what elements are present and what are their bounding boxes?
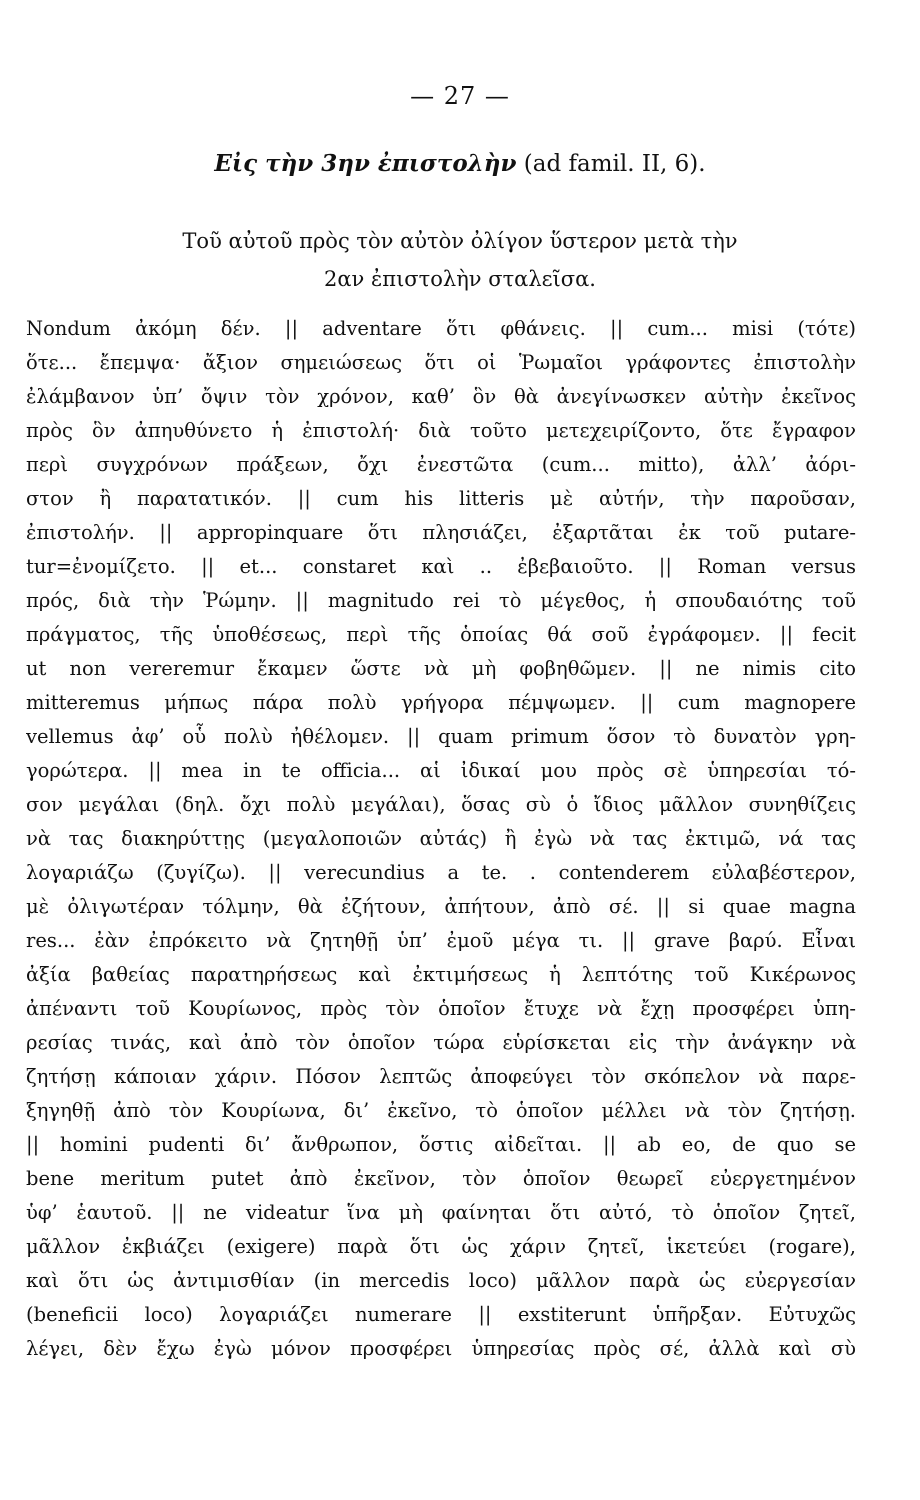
heading-latin-reference: (ad famil. II, 6). bbox=[523, 151, 706, 177]
section-subheading bbox=[100, 222, 820, 298]
body-line: res... ἐὰν ἐπρόκειτο νὰ ζητηθῇ ὑπ’ ἐμοῦ μέγα τι. || grave βαρύ. Εἶναι bbox=[26, 929, 856, 952]
body-line: mitteremus μήπως πάρα πολὺ γρήγορα πέμψωμεν. || cum magnopere bbox=[26, 691, 856, 714]
body-line: ἐπιστολήν. || appropinquare ὅτι πλησιάζει, ἐξαρτᾶται ἐκ τοῦ putare- bbox=[26, 521, 856, 544]
body-line: ut non vereremur ἔκαμεν ὥστε νὰ μὴ φοβηθῶμεν. || ne nimis cito bbox=[26, 657, 856, 680]
body-line: ξηγηθῇ ἀπὸ τὸν Κουρίωνα, δι’ ἐκεῖνο, τὸ ὁποῖον μέλλει νὰ τὸν ζητήσῃ. bbox=[26, 1099, 856, 1122]
section-heading bbox=[0, 150, 920, 177]
body-line: ρεσίας τινάς, καὶ ἀπὸ τὸν ὁποῖον τώρα εὑρίσκεται εἰς τὴν ἀνάγκην νὰ bbox=[26, 1031, 856, 1054]
commentary-body bbox=[26, 312, 856, 1366]
body-line: ζητήσῃ κάποιαν χάριν. Πόσον λεπτῶς ἀποφεύγει τὸν σκόπελον νὰ παρε- bbox=[26, 1065, 856, 1088]
body-line: μὲ ὀλιγωτέραν τόλμην, θὰ ἐζήτουν, ἀπήτουν, ἀπὸ σέ. || si quae magna bbox=[26, 895, 856, 918]
body-line: ἀπέναντι τοῦ Κουρίωνος, πρὸς τὸν ὁποῖον ἔτυχε νὰ ἔχῃ προσφέρει ὑπη- bbox=[26, 997, 856, 1020]
subheading-line: Τοῦ αὐτοῦ πρὸς τὸν αὐτὸν ὀλίγον ὕστερον μετὰ τὴν bbox=[182, 229, 738, 253]
body-line: vellemus ἀφ’ οὗ πολὺ ἠθέλομεν. || quam primum ὅσον τὸ δυνατὸν γρη- bbox=[26, 725, 856, 748]
body-line: ἀξία βαθείας παρατηρήσεως καὶ ἐκτιμήσεως ἡ λεπτότης τοῦ Κικέρωνος bbox=[26, 963, 856, 986]
body-line: νὰ τας διακηρύττῃς (μεγαλοποιῶν αὐτάς) ἢ ἐγὼ νὰ τας ἐκτιμῶ, νά τας bbox=[26, 827, 856, 850]
body-line: καὶ ὅτι ὡς ἀντιμισθίαν (in mercedis loco) μᾶλλον παρὰ ὡς εὐεργεσίαν bbox=[26, 1269, 856, 1292]
body-line: μᾶλλον ἐκβιάζει (exigere) παρὰ ὅτι ὡς χάριν ζητεῖ, ἱκετεύει (rogare), bbox=[26, 1235, 856, 1258]
body-line: λέγει, δὲν ἔχω ἐγὼ μόνον προσφέρει ὑπηρεσίας πρὸς σέ, ἀλλὰ καὶ σὺ bbox=[26, 1337, 856, 1360]
body-line: πρός, διὰ τὴν Ῥώμην. || magnitudo rei τὸ μέγεθος, ἡ σπουδαιότης τοῦ bbox=[26, 589, 856, 612]
subheading-line: 2αν ἐπιστολὴν σταλεῖσα. bbox=[324, 267, 596, 291]
body-line: γορώτερα. || mea in te officia... αἱ ἰδικαί μου πρὸς σὲ ὑπηρεσίαι τό- bbox=[26, 759, 856, 782]
body-line: Nondum ἀκόμη δέν. || adventare ὅτι φθάνεις. || cum... misi (τότε) bbox=[26, 317, 856, 340]
body-line: || homini pudenti δι’ ἄνθρωπον, ὅστις αἰδεῖται. || ab eo, de quo se bbox=[26, 1133, 856, 1156]
body-line: tur=ἐνομίζετο. || et... constaret καὶ .. ἐβεβαιοῦτο. || Roman versus bbox=[26, 555, 856, 578]
body-line: (beneficii loco) λογαριάζει numerare || exstiterunt ὑπῆρξαν. Εὐτυχῶς bbox=[26, 1303, 856, 1326]
body-line: περὶ συγχρόνων πράξεων, ὄχι ἐνεστῶτα (cum... mitto), ἀλλ’ ἀόρι- bbox=[26, 453, 856, 476]
body-line: πράγματος, τῆς ὑποθέσεως, περὶ τῆς ὁποίας θά σοῦ ἐγράφομεν. || fecit bbox=[26, 623, 856, 646]
page-number: — 27 — bbox=[410, 82, 510, 110]
body-line: ὑφ’ ἑαυτοῦ. || ne videatur ἵνα μὴ φαίνηται ὅτι αὐτό, τὸ ὁποῖον ζητεῖ, bbox=[26, 1201, 856, 1224]
body-line: πρὸς ὃν ἀπηυθύνετο ἡ ἐπιστολή· διὰ τοῦτο μετεχειρίζοντο, ὅτε ἔγραφον bbox=[26, 419, 856, 442]
body-line: στον ἢ παρατατικόν. || cum his litteris μὲ αὐτήν, τὴν παροῦσαν, bbox=[26, 487, 856, 510]
heading-greek: Εἰς τὴν 3ην ἐπιστολὴν bbox=[214, 150, 517, 177]
body-line: bene meritum putet ἀπὸ ἐκεῖνον, τὸν ὁποῖον θεωρεῖ εὐεργετημένον bbox=[26, 1167, 856, 1190]
body-line: ὅτε... ἔπεμψα· ἄξιον σημειώσεως ὅτι οἱ Ῥωμαῖοι γράφοντες ἐπιστολὴν bbox=[26, 351, 856, 374]
body-line: ἐλάμβανον ὑπ’ ὄψιν τὸν χρόνον, καθ’ ὃν θὰ ἀνεγίνωσκεν αὐτὴν ἐκεῖνος bbox=[26, 385, 856, 408]
body-line: λογαριάζω (ζυγίζω). || verecundius a te. . contenderem εὐλαβέστερον, bbox=[26, 861, 856, 884]
body-line: σον μεγάλαι (δηλ. ὄχι πολὺ μεγάλαι), ὅσας σὺ ὁ ἴδιος μᾶλλον συνηθίζεις bbox=[26, 793, 856, 816]
